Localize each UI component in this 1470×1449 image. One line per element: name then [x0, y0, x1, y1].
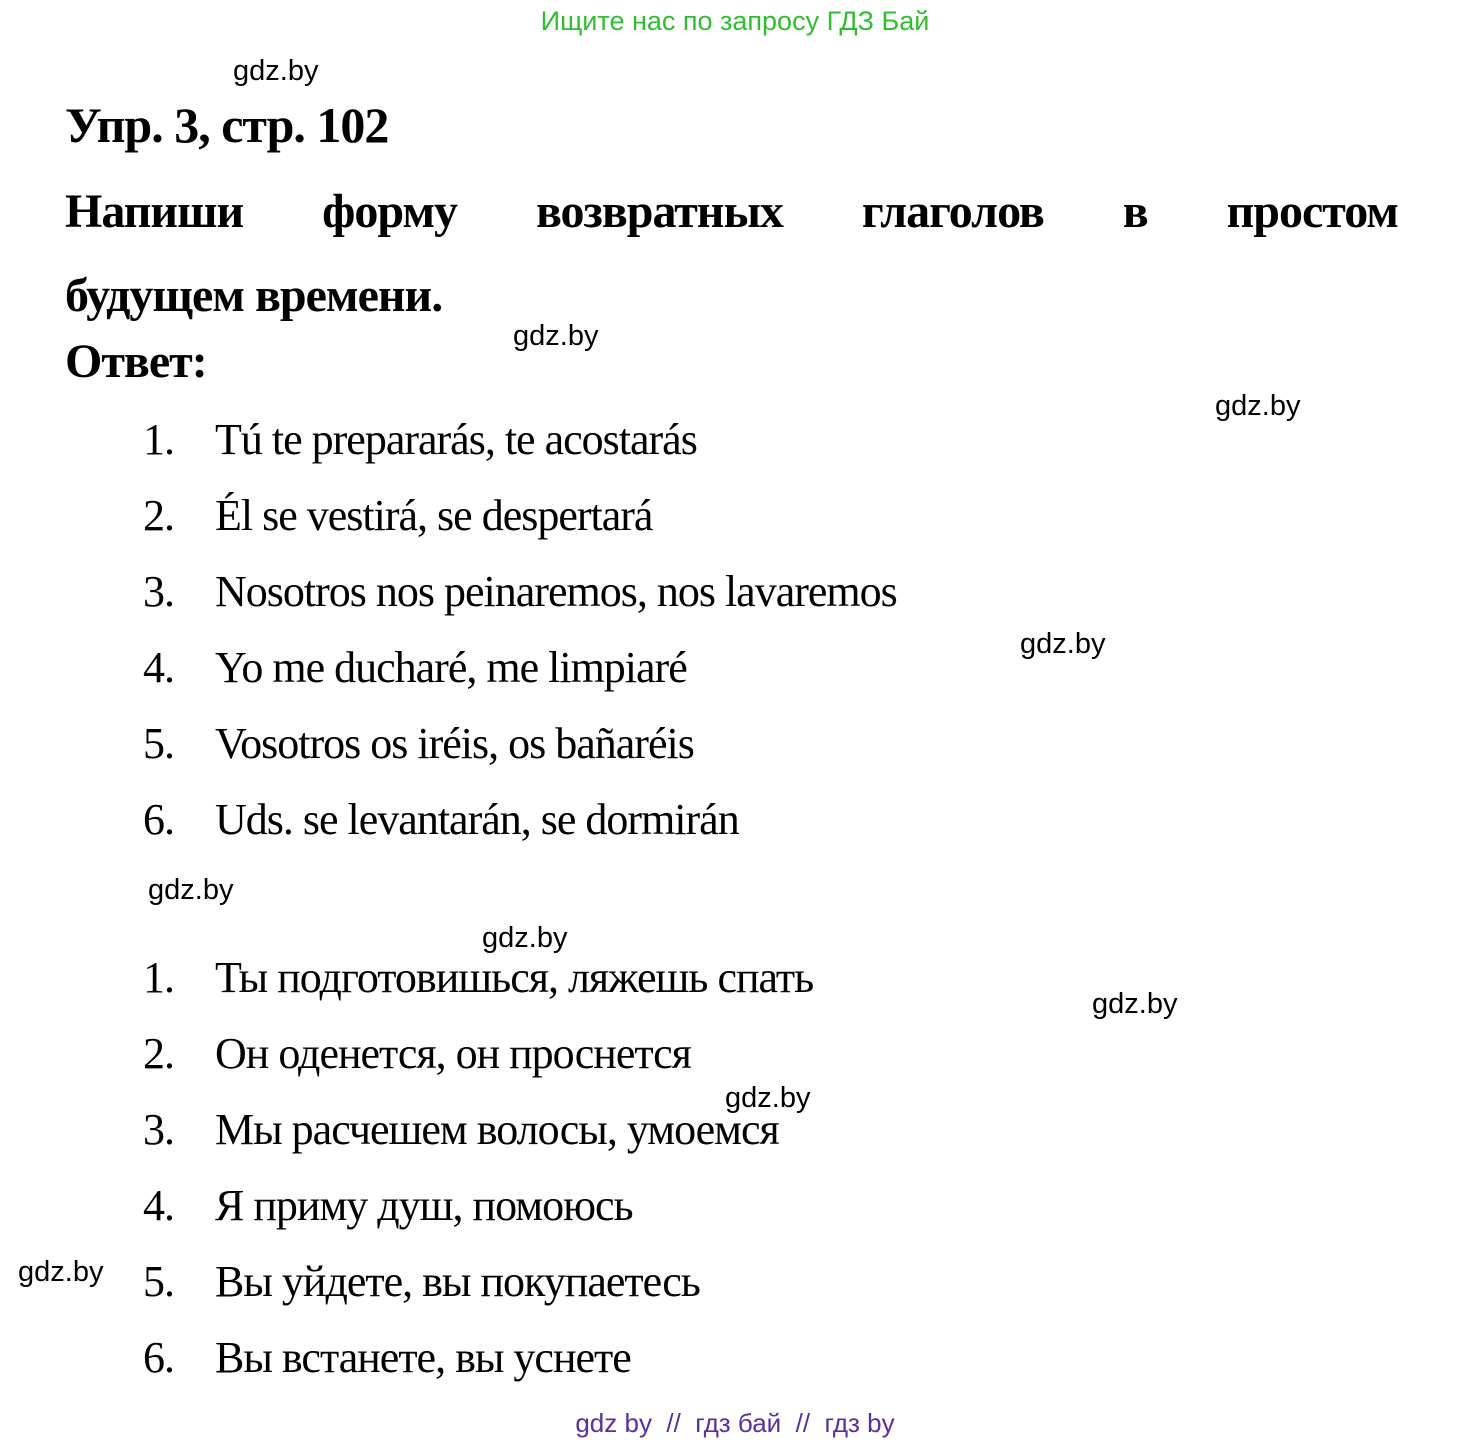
gdz-watermark: gdz.by: [482, 922, 568, 954]
item-number: 4.: [143, 643, 174, 692]
item-text: Nosotros nos peinaremos, nos lavaremos: [215, 567, 897, 616]
list-item: [0, 1028, 1470, 1104]
russian-answers-list: [0, 952, 1470, 1408]
item-text: Вы уйдете, вы покупаетесь: [215, 1257, 700, 1306]
item-number: 3.: [143, 567, 174, 616]
item-text: Я приму душ, помоюсь: [215, 1181, 633, 1230]
item-text: Tú te prepararás, te acostarás: [215, 415, 697, 464]
item-number: 3.: [143, 1105, 174, 1154]
list-item: [0, 642, 1470, 718]
list-item: [0, 794, 1470, 870]
gdz-watermark: gdz.by: [1092, 988, 1178, 1020]
list-item: [0, 490, 1470, 566]
task-line-2: будущем времени.: [65, 269, 443, 322]
gdz-watermark: gdz.by: [725, 1082, 811, 1114]
list-item: [0, 1256, 1470, 1332]
item-text: Vosotros os iréis, os bañaréis: [215, 719, 694, 768]
task-statement: [65, 170, 1398, 338]
item-number: 1.: [143, 953, 174, 1002]
gdz-watermark: gdz.by: [233, 55, 319, 87]
gdz-watermark: gdz.by: [513, 320, 599, 352]
task-line-1: Напиши форму возвратных глаголов в простом: [65, 185, 1398, 238]
spanish-answers-list: [0, 414, 1470, 870]
exercise-title: Упр. 3, стр. 102: [65, 97, 389, 153]
gdz-watermark: gdz.by: [1215, 390, 1301, 422]
gdz-watermark: gdz.by: [1020, 628, 1106, 660]
item-number: 4.: [143, 1181, 174, 1230]
item-text: Yo me ducharé, me limpiaré: [215, 643, 687, 692]
list-item: [0, 718, 1470, 794]
item-number: 2.: [143, 1029, 174, 1078]
gdz-watermark: gdz.by: [148, 874, 234, 906]
item-text: Uds. se levantarán, se dormirán: [215, 795, 739, 844]
answer-label: Ответ:: [65, 335, 207, 388]
list-item: [0, 566, 1470, 642]
list-item: [0, 414, 1470, 490]
list-item: [0, 1180, 1470, 1256]
list-item: [0, 952, 1470, 1028]
item-number: 1.: [143, 415, 174, 464]
item-text: Он оденется, он проснется: [215, 1029, 691, 1078]
item-text: Мы расчешем волосы, умоемся: [215, 1105, 779, 1154]
list-item: [0, 1332, 1470, 1408]
footer-site-links: gdz by // гдз бай // гдз by: [575, 1408, 895, 1438]
item-number: 6.: [143, 795, 174, 844]
item-text: Él se vestirá, se despertará: [215, 491, 653, 540]
item-number: 5.: [143, 1257, 174, 1306]
item-number: 6.: [143, 1333, 174, 1382]
item-text: Ты подготовишься, ляжешь спать: [215, 953, 814, 1002]
item-text: Вы встанете, вы уснете: [215, 1333, 631, 1382]
list-item: [0, 1104, 1470, 1180]
item-number: 2.: [143, 491, 174, 540]
gdz-watermark: gdz.by: [18, 1256, 104, 1288]
search-promo-banner: Ищите нас по запросу ГДЗ Бай: [540, 6, 930, 36]
item-number: 5.: [143, 719, 174, 768]
